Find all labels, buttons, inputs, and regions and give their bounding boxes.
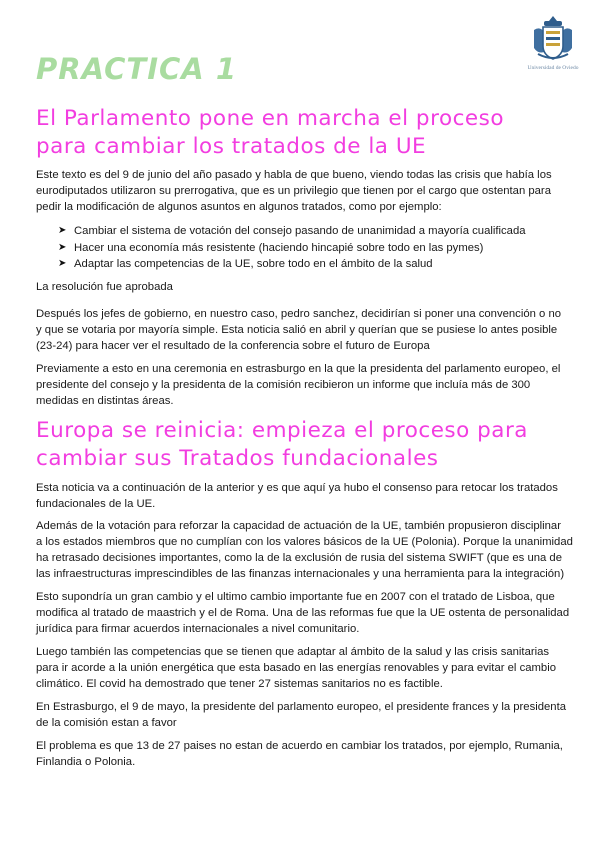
text-line: Esta noticia va a continuación de la anterior y es que aquí ya hubo el consenso para retocar los tratados [36, 482, 558, 494]
section-1-title [36, 105, 504, 161]
arrow-bullet-icon: ➤ [58, 225, 67, 236]
section-2-paragraph-5 [36, 699, 566, 731]
text-line: Después los jefes de gobierno, en nuestro caso, pedro sanchez, decidirían si poner una convención o no [36, 308, 562, 320]
section-2-title [36, 417, 528, 473]
section-2-paragraph-6 [36, 738, 566, 770]
text-line: La resolución fue aprobada [36, 281, 173, 293]
text-line: a los estados miembros que no cumplían con los valores básicos de la UE (Polonia). Porque la unanimidad [36, 536, 573, 548]
list-item-text: Cambiar el sistema de votación del consejo pasando de unanimidad a mayoría cualificada [74, 225, 526, 237]
section-1-title-line: para cambiar los tratados de la UE [36, 134, 427, 159]
logo-caption: Universidad de Oviedo [527, 65, 579, 71]
text-line: de la comisión estan a favor [36, 717, 177, 729]
text-line: las infraestructuras imprescindibles de las finanzas internacionales y una herramienta para la integración) [36, 568, 565, 580]
text-line: Este texto es del 9 de junio del año pasado y habla de que bueno, viendo todas las crisis que había los [36, 169, 552, 181]
arrow-bullet-icon: ➤ [58, 241, 67, 253]
text-line: pedir la modificación de algunos asuntos en algunos tratados, como por ejemplo: [36, 201, 442, 213]
coat-of-arms-icon [530, 14, 576, 64]
section-1-intro [36, 167, 566, 215]
resolution-text [36, 279, 566, 295]
text-line: Finlandia o Polonia. [36, 756, 136, 768]
section-1-paragraph-3 [36, 361, 566, 409]
arrow-bullet-icon: ➤ [58, 258, 67, 269]
section-2-paragraph-4 [36, 644, 566, 692]
text-line: para ir acorde a la unión energética que esta basado en las energías renovables y para evitar el cambio [36, 662, 556, 674]
section-1-title-line: El Parlamento pone en marcha el proceso [36, 106, 504, 131]
list-item-text: Adaptar las competencias de la UE, sobre todo en el ámbito de la salud [74, 258, 433, 270]
section-2-paragraph-2 [36, 518, 573, 582]
text-line: Previamente a esto en una ceremonia en estrasburgo en la que la presidenta del parlamento europeo, el [36, 363, 561, 375]
list-item [58, 223, 568, 240]
section-2-paragraph-1 [36, 480, 566, 512]
list-item [58, 240, 568, 257]
university-logo [520, 14, 586, 76]
section-2-title-line: cambiar sus Tratados fundacionales [36, 446, 439, 471]
text-line: ha retrasado decisiones importantes, como la de la exclusión de rusia del sistema SWIFT (que es una de [36, 552, 562, 564]
text-line: medidas en distintas áreas. [36, 395, 174, 407]
text-line: climático. El covid ha demostrado que tener 27 sistemas sanitarios no es factible. [36, 678, 443, 690]
proposal-list [58, 223, 568, 273]
text-line: presidente del consejo y la presidenta de la comisión recibieron un informe que incluía más de 300 [36, 379, 531, 391]
text-line: Luego también las competencias que se tienen que adaptar al ámbito de la salud y las crisis sanitarias [36, 646, 550, 658]
list-item-text: Hacer una economía más resistente (haciendo hincapié sobre todo en las pymes) [74, 241, 484, 254]
practice-heading: PRACTICA 1 [36, 52, 237, 86]
text-line: Esto supondría un gran cambio y el ultimo cambio importante fue en 2007 con el tratado de Lisboa, que [36, 591, 555, 603]
text-line: El problema es que 13 de 27 paises no estan de acuerdo en cambiar los tratados, por ejemplo, Rumania, [36, 740, 563, 752]
list-item [58, 256, 568, 273]
section-2-title-line: Europa se reinicia: empieza el proceso para [36, 418, 528, 443]
text-line: jurídica para firmar acuerdos internacionales a nivel comunitario. [36, 623, 360, 635]
text-line: fundacionales de la UE. [36, 498, 156, 510]
text-line: modifica al tratado de maastrich y el de Roma. Una de las reformas fue que la UE ostenta de personalidad [36, 607, 570, 619]
text-line: eurodiputados utilizaron su prerrogativa, que es un privilegio que tienen por el cargo que ostentan para [36, 185, 551, 197]
section-1-paragraph-2 [36, 306, 566, 354]
text-line: (23-24) para hacer ver el resultado de la conferencia sobre el futuro de Europa [36, 340, 430, 352]
text-line: En Estrasburgo, el 9 de mayo, la presidente del parlamento europeo, el presidente frances y la presidenta [36, 701, 567, 713]
text-line: Además de la votación para reforzar la capacidad de actuación de la UE, también propusieron disciplinar [36, 520, 561, 532]
text-line: y que se votaria por mayoría simple. Esta noticia salió en abril y querían que se pusiese lo antes posible [36, 324, 558, 336]
section-2-paragraph-3 [36, 589, 570, 637]
